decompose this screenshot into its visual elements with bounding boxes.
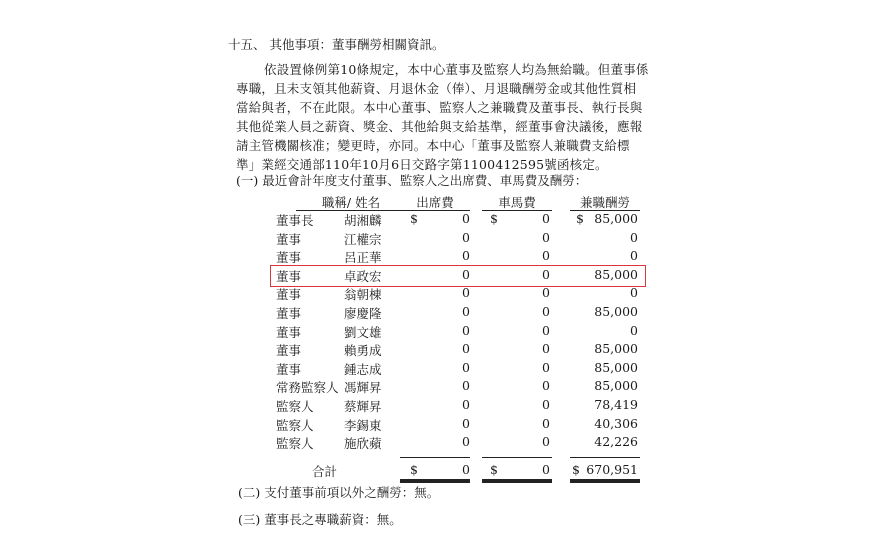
row-title: 董事 [276,362,302,377]
row-name: 鍾志成 [344,362,382,377]
total-rule-travel [482,457,552,458]
row-title: 董事 [276,306,302,321]
row-attendance: 0 [462,378,470,393]
row-name: 李錫東 [344,418,382,433]
row-concurrent: 42,226 [594,434,638,449]
row-travel: 0 [542,378,550,393]
row-name: 卓政宏 [344,269,382,284]
row-travel: 0 [542,397,550,412]
row-concurrent: 85,000 [594,360,638,375]
row-title: 董事 [276,343,302,358]
row-concurrent: 78,419 [594,397,638,412]
section-heading: 十五、 其他事項：董事酬勞相關資訊。 [228,37,445,52]
paragraph-line: 請主管機關核准；變更時，亦同。本中心「董事及監察人兼職費支給標 [236,138,630,153]
row-travel: 0 [542,267,550,282]
total-travel: 0 [542,462,550,477]
row-title: 董事長 [276,213,314,228]
header-travel: 車馬費 [498,195,536,210]
double-rule-attendance [400,479,470,483]
row-travel: 0 [542,285,550,300]
row-title: 董事 [276,325,302,340]
row-concurrent: 0 [630,323,638,338]
paragraph-line: 準」業經交通部110年10月6日交路字第1100412595號函核定。 [236,157,608,172]
row-attendance: 0 [462,360,470,375]
currency-sign: $ [410,211,418,226]
row-attendance: 0 [462,248,470,263]
sub-heading-2: (二) 支付董事前項以外之酬勞：無。 [238,485,440,500]
row-name: 蔡輝昇 [344,399,382,414]
paragraph-line: 依設置條例第10條規定，本中心董事及監察人均為無給職。但董事係 [264,62,649,77]
row-title: 監察人 [276,436,314,451]
row-concurrent: 0 [630,248,638,263]
row-title: 董事 [276,269,302,284]
paragraph-line: 當給與者，不在此限。本中心董事、監察人之兼職費及董事長、執行長與 [236,100,643,115]
highlight-box [270,265,646,287]
row-title: 董事 [276,250,302,265]
row-travel: 0 [542,248,550,263]
row-attendance: 0 [462,267,470,282]
row-concurrent: 0 [630,285,638,300]
header-title-name: 職稱/ 姓名 [321,195,381,210]
total-label: 合計 [312,464,338,479]
total-rule-attendance [400,457,470,458]
header-concurrent: 兼職酬勞 [579,195,630,210]
row-travel: 0 [542,323,550,338]
row-name: 馮輝昇 [344,380,382,395]
row-name: 劉文雄 [344,325,382,340]
row-concurrent: 40,306 [594,416,638,431]
row-name: 呂正華 [344,250,382,265]
row-attendance: 0 [462,211,470,226]
currency-sign: $ [572,462,580,477]
header-attendance: 出席費 [416,195,454,210]
paragraph-line: 專職，且未支領其他薪資、月退休金（俸）、月退職酬勞金或其他性質相 [236,81,637,96]
row-attendance: 0 [462,416,470,431]
row-concurrent: 85,000 [594,341,638,356]
row-name: 賴勇成 [344,343,382,358]
currency-sign: $ [410,462,418,477]
double-rule-concurrent [570,479,640,483]
double-rule-travel [482,479,552,483]
row-attendance: 0 [462,304,470,319]
row-attendance: 0 [462,323,470,338]
row-attendance: 0 [462,397,470,412]
total-concurrent: 670,951 [586,462,638,477]
row-title: 董事 [276,232,302,247]
row-concurrent: 85,000 [594,267,638,282]
row-name: 施欣蘋 [344,436,382,451]
currency-sign: $ [490,462,498,477]
row-name: 胡湘麟 [344,213,382,228]
sub-heading-3: (三) 董事長之專職薪資：無。 [238,512,402,527]
row-travel: 0 [542,230,550,245]
paragraph-line: 其他從業人員之薪資、獎金、其他給與支給基準，經董事會決議後，應報 [236,119,643,134]
row-travel: 0 [542,360,550,375]
row-title: 常務監察人 [276,380,339,395]
row-concurrent: 0 [630,230,638,245]
row-concurrent: 85,000 [594,211,638,226]
total-rule-concurrent [570,457,640,458]
row-travel: 0 [542,304,550,319]
row-concurrent: 85,000 [594,378,638,393]
row-travel: 0 [542,434,550,449]
sub-heading-1: (一) 最近會計年度支付董事、監察人之出席費、車馬費及酬勞： [236,173,588,188]
row-attendance: 0 [462,341,470,356]
row-name: 翁朝棟 [344,287,382,302]
row-title: 董事 [276,287,302,302]
row-travel: 0 [542,416,550,431]
row-title: 監察人 [276,399,314,414]
total-attendance: 0 [462,462,470,477]
row-travel: 0 [542,211,550,226]
currency-sign: $ [490,211,498,226]
row-travel: 0 [542,341,550,356]
row-name: 廖慶隆 [344,306,382,321]
row-attendance: 0 [462,434,470,449]
row-title: 監察人 [276,418,314,433]
currency-sign: $ [576,211,584,226]
row-name: 江權宗 [344,232,382,247]
row-attendance: 0 [462,230,470,245]
row-concurrent: 85,000 [594,304,638,319]
row-attendance: 0 [462,285,470,300]
regulation-paragraph [236,60,656,174]
